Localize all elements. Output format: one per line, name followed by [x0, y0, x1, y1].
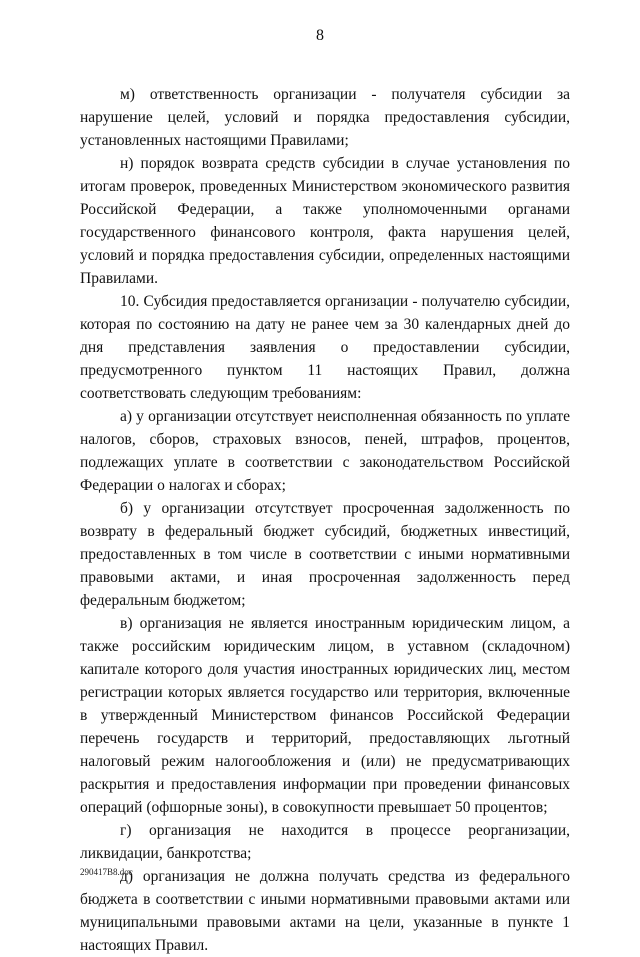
file-name-footer: 290417B8.doc: [80, 867, 133, 877]
paragraph-d: д) организация не должна получать средства из федерального бюджета в соответствии с иными нормативными правовыми актами или муниципальными правовыми актами на цели, указанные в пункте 1 настоящих Правил.: [80, 868, 570, 954]
document-body: [80, 83, 570, 957]
page-number: 8: [316, 27, 324, 44]
paragraph-n: н) порядок возврата средств субсидии в случае установления по итогам проверок, проведенных Министерством экономического развития Российской Федерации, а также уполномоченными органами государственного финансового контроля, факта нарушения целей, условий и порядка предоставления субсидии, определенных настоящими Правилами.: [80, 155, 570, 287]
paragraph-v: в) организация не является иностранным юридическим лицом, а также российским юридическим лицом, в уставном (складочном) капитале которого доля участия иностранных юридических лиц, местом регистрации которых является государство или территория, включенные в утвержденный Министерством финансов Российской Федерации перечень государств и территорий, предоставляющих льготный налоговый режим налогообложения и (или) не предусматривающих раскрытия и предоставления информации при проведении финансовых операций (офшорные зоны), в совокупности превышает 50 процентов;: [80, 615, 570, 816]
paragraph-g: г) организация не находится в процессе реорганизации, ликвидации, банкротства;: [80, 822, 570, 862]
paragraph-a: а) у организации отсутствует неисполненная обязанность по уплате налогов, сборов, страховых взносов, пеней, штрафов, процентов, подлежащих уплате в соответствии с законодательством Российской Федерации о налогах и сборах;: [80, 408, 570, 494]
paragraph-b: б) у организации отсутствует просроченная задолженность по возврату в федеральный бюджет субсидий, бюджетных инвестиций, предоставленных в том числе в соответствии с иными нормативными правовыми актами, и иная просроченная задолженность перед федеральным бюджетом;: [80, 500, 570, 609]
paragraph-m: м) ответственность организации - получателя субсидии за нарушение целей, условий и порядка предоставления субсидии, установленных настоящими Правилами;: [80, 86, 570, 149]
paragraph-10: 10. Субсидия предоставляется организации - получателю субсидии, которая по состоянию на дату не ранее чем за 30 календарных дней до дня представления заявления о предоставлении субсидии, предусмотренного пунктом 11 настоящих Правил, должна соответствовать следующим требованиям:: [80, 293, 570, 402]
